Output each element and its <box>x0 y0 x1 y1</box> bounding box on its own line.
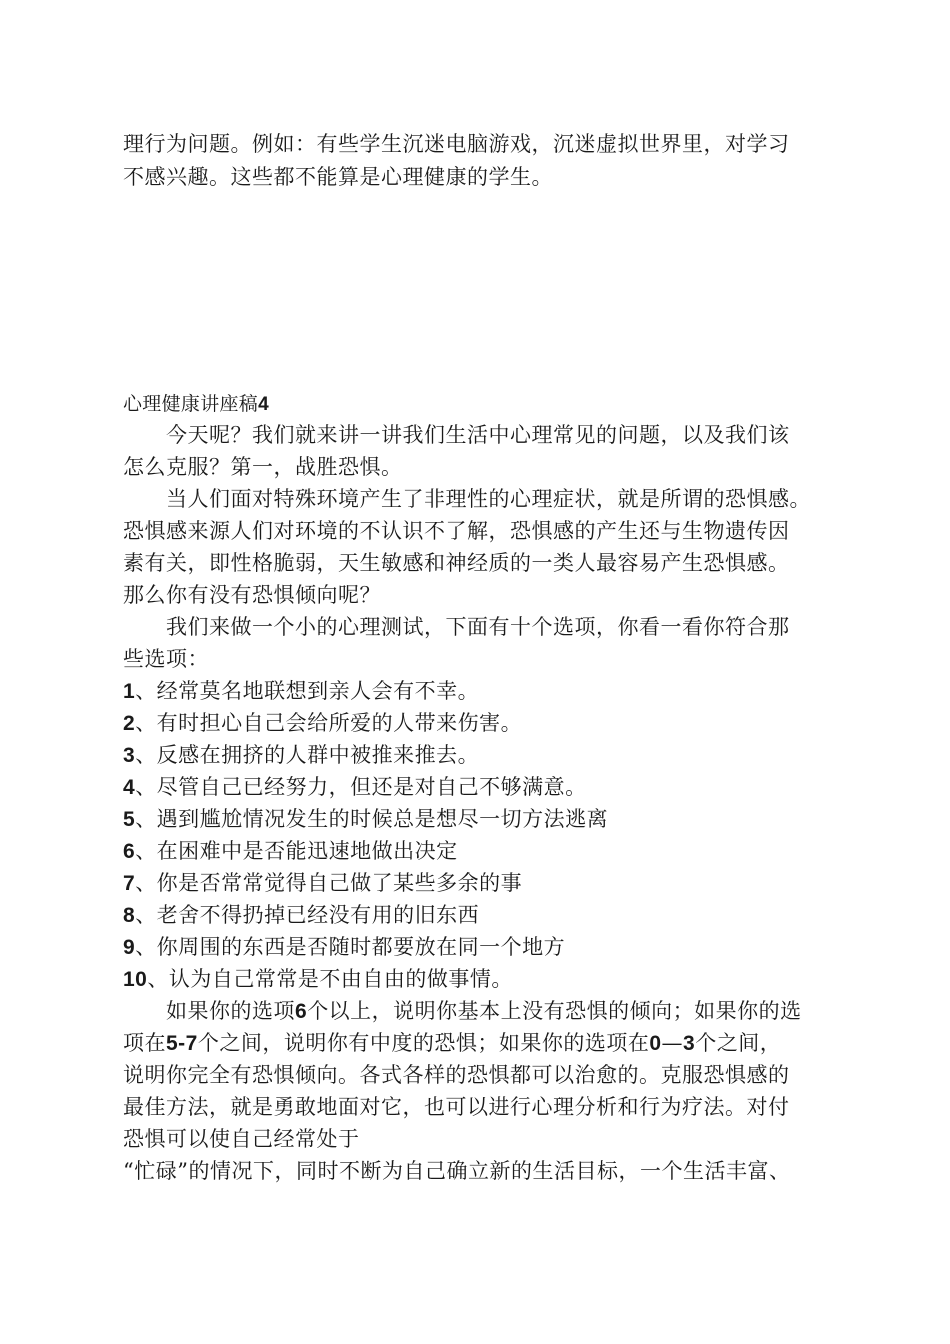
list-item <box>123 804 608 835</box>
paragraph-2-line-4: 那么你有没有恐惧倾向呢？ <box>123 583 381 607</box>
paragraph-4-line-3: 说明你完全有恐惧倾向。各式各样的恐惧都可以治愈的。克服恐惧感的 <box>123 1063 790 1087</box>
list-item-text: 、在困难中是否能迅速地做出决定 <box>135 839 458 863</box>
list-item-text: 、反感在拥挤的人群中被推来推去。 <box>135 743 480 767</box>
paragraph-2-line-2: 恐惧感来源人们对环境的不认识不了解，恐惧感的产生还与生物遗传因 <box>123 519 790 543</box>
section-title <box>123 389 269 420</box>
text-line: 理行为问题。例如：有些学生沉迷电脑游戏，沉迷虚拟世界里，对学习 <box>123 132 790 156</box>
list-item-text: 、有时担心自己会给所爱的人带来伤害。 <box>135 711 523 735</box>
paragraph-2-line-3: 素有关，即性格脆弱，天生敏感和神经质的一类人最容易产生恐惧感。 <box>123 551 790 575</box>
list-item-number: 3 <box>123 744 136 767</box>
list-item-text: 、你周围的东西是否随时都要放在同一个地方 <box>135 935 566 959</box>
paragraph-3-line-1: 我们来做一个小的心理测试，下面有十个选项，你看一看你符合那 <box>166 615 790 639</box>
paragraph-2-line-1: 当人们面对特殊环境产生了非理性的心理症状，就是所谓的恐惧感。 <box>166 487 811 511</box>
list-item <box>123 932 565 963</box>
list-item-text: 、你是否常常觉得自己做了某些多余的事 <box>135 871 523 895</box>
paragraph-4-line-4: 最佳方法，就是勇敢地面对它，也可以进行心理分析和行为疗法。对付 <box>123 1095 790 1119</box>
text-line: 不感兴趣。这些都不能算是心理健康的学生。 <box>123 165 553 189</box>
list-item <box>123 836 458 867</box>
list-item-number: 5 <box>123 808 136 831</box>
list-item <box>123 676 479 707</box>
list-item-text: 、遇到尴尬情况发生的时候总是想尽一切方法逃离 <box>135 807 609 831</box>
list-item-number: 7 <box>123 872 136 895</box>
section-title-text: 心理健康讲座稿 <box>123 393 259 415</box>
text-span: 个以上，说明你基本上没有恐惧的倾向；如果你的选 <box>307 999 802 1023</box>
list-item-number: 6 <box>123 840 136 863</box>
paragraph-1-line-2: 怎么克服？第一，战胜恐惧。 <box>123 455 403 479</box>
list-item <box>123 868 522 899</box>
list-item <box>123 964 513 995</box>
list-item <box>123 708 522 739</box>
list-item-number: 9 <box>123 936 136 959</box>
list-item <box>123 772 587 803</box>
number-span: 3 <box>683 1032 696 1055</box>
list-item-text: 、尽管自己已经努力，但还是对自己不够满意。 <box>135 775 587 799</box>
text-span: 如果你的选项 <box>166 999 295 1023</box>
number-span: 6 <box>295 1000 308 1023</box>
list-item <box>123 740 479 771</box>
paragraph-4-line-5: 恐惧可以使自己经常处于 <box>123 1127 360 1151</box>
list-item-number: 10 <box>123 968 148 991</box>
list-item-text: 、经常莫名地联想到亲人会有不幸。 <box>135 679 480 703</box>
list-item <box>123 900 479 931</box>
list-item-number: 4 <box>123 776 136 799</box>
number-span: 0 <box>649 1032 662 1055</box>
list-item-text: 、认为自己常常是不由自由的做事情。 <box>147 967 513 991</box>
text-span: 个之间，说明你有中度的恐惧；如果你的选项在 <box>197 1031 650 1055</box>
paragraph-4-line-2 <box>123 1028 781 1059</box>
text-span: 个之间， <box>695 1031 782 1055</box>
paragraph-4-line-1 <box>166 996 802 1027</box>
paragraph-1-line-1: 今天呢？我们就来讲一讲我们生活中心理常见的问题，以及我们该 <box>166 423 790 447</box>
list-item-number: 1 <box>123 680 136 703</box>
paragraph-4-line-6: “忙碌”的情况下，同时不断为自己确立新的生活目标，一个生活丰富、 <box>123 1159 791 1183</box>
paragraph-3-line-2: 些选项： <box>123 647 209 671</box>
number-span: 5-7 <box>166 1032 198 1055</box>
list-item-number: 2 <box>123 712 136 735</box>
list-item-number: 8 <box>123 904 136 927</box>
text-span: 项在 <box>123 1031 166 1055</box>
list-item-text: 、老舍不得扔掉已经没有用的旧东西 <box>135 903 480 927</box>
text-span: — <box>661 1031 684 1055</box>
section-title-number: 4 <box>258 394 269 415</box>
